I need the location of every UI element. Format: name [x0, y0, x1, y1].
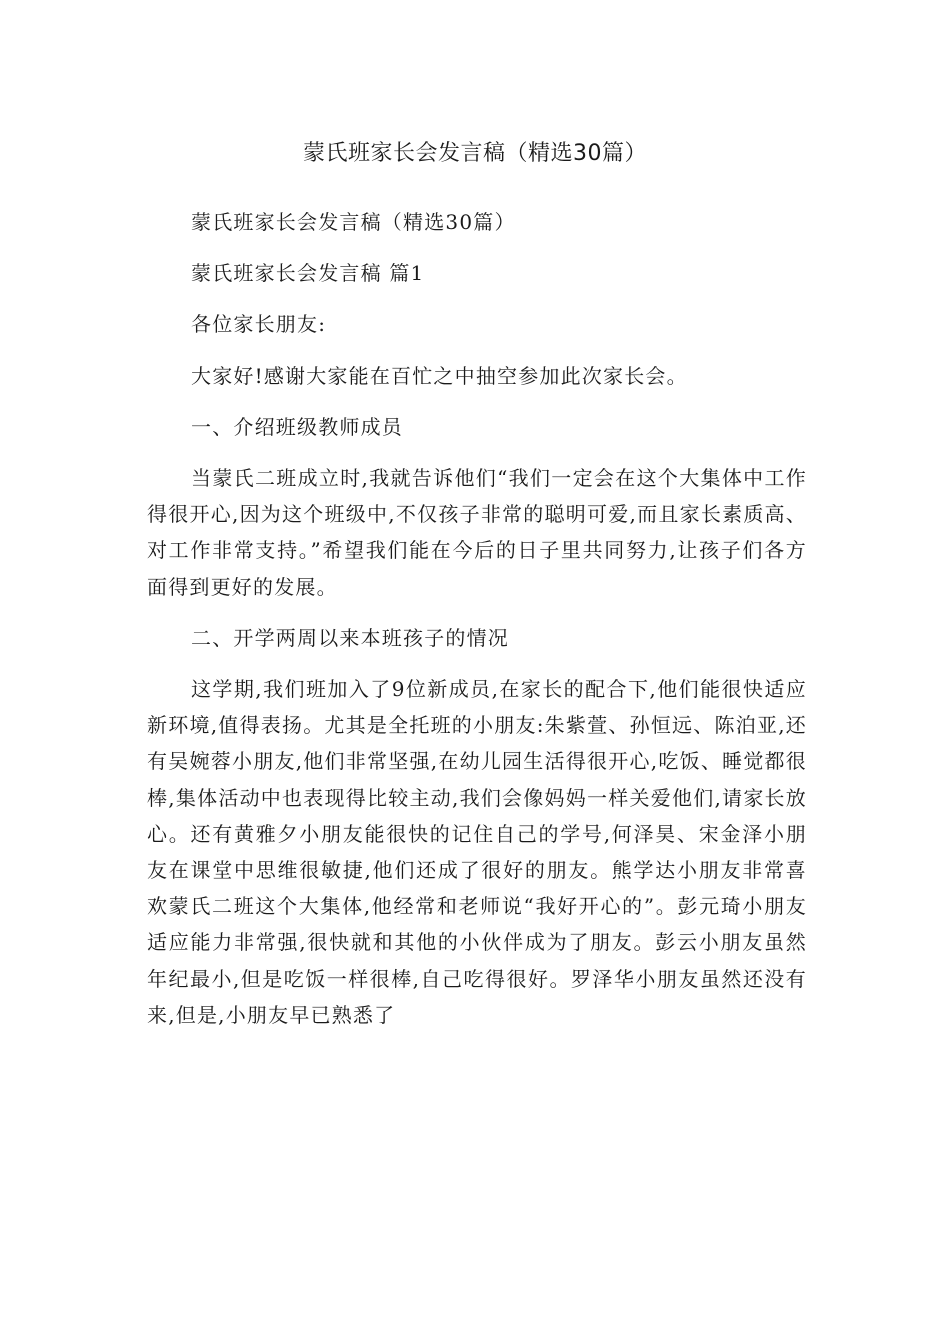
paragraph-heading-2: 二、开学两周以来本班孩子的情况	[191, 625, 509, 650]
paragraph-subtitle: 蒙氏班家长会发言稿（精选30篇）	[191, 210, 516, 234]
paragraph-greeting: 大家好!感谢大家能在百忙之中抽空参加此次家长会。	[191, 363, 688, 388]
paragraph-body-2: 这学期,我们班加入了9位新成员,在家长的配合下,他们能很快适应新环境,值得表扬。尤其是全托班的小朋友:朱紫萱、孙恒远、陈泊亚,还有吴婉蓉小朋友,他们非常坚强,在幼儿园生活得很开心,吃饭、睡觉都很棒,集体活动中也表现得比较主动,我们会像妈妈一样关爱他们,请家长放心。还有黄雅夕小朋友能很快的记住自己的学号,何泽昊、宋金泽小朋友在课堂中思维很敏捷,他们还成了很好的朋友。熊学达小朋友非常喜欢蒙氏二班这个大集体,他经常和老师说“我好开心的”。彭元琦小朋友适应能力非常强,很快就和其他的小伙伴成为了朋友。彭云小朋友虽然年纪最小,但是吃饭一样很棒,自己吃得很好。罗泽华小朋友虽然还没有来,但是,小朋友早已熟悉了	[147, 677, 807, 1027]
paragraph-section-heading: 蒙氏班家长会发言稿 篇1	[191, 261, 425, 286]
paragraph-salutation: 各位家长朋友:	[191, 312, 327, 337]
paragraph-heading-1: 一、介绍班级教师成员	[191, 414, 403, 439]
paragraph-body-1: 当蒙氏二班成立时,我就告诉他们“我们一定会在这个大集体中工作得很开心,因为这个班级中,不仅孩子非常的聪明可爱,而且家长素质高、对工作非常支持。”希望我们能在今后的日子里共同努力,让孩子们各方面得到更好的发展。	[147, 466, 807, 599]
document-title: 蒙氏班家长会发言稿（精选30篇）	[303, 141, 647, 166]
document-body	[147, 204, 807, 1048]
